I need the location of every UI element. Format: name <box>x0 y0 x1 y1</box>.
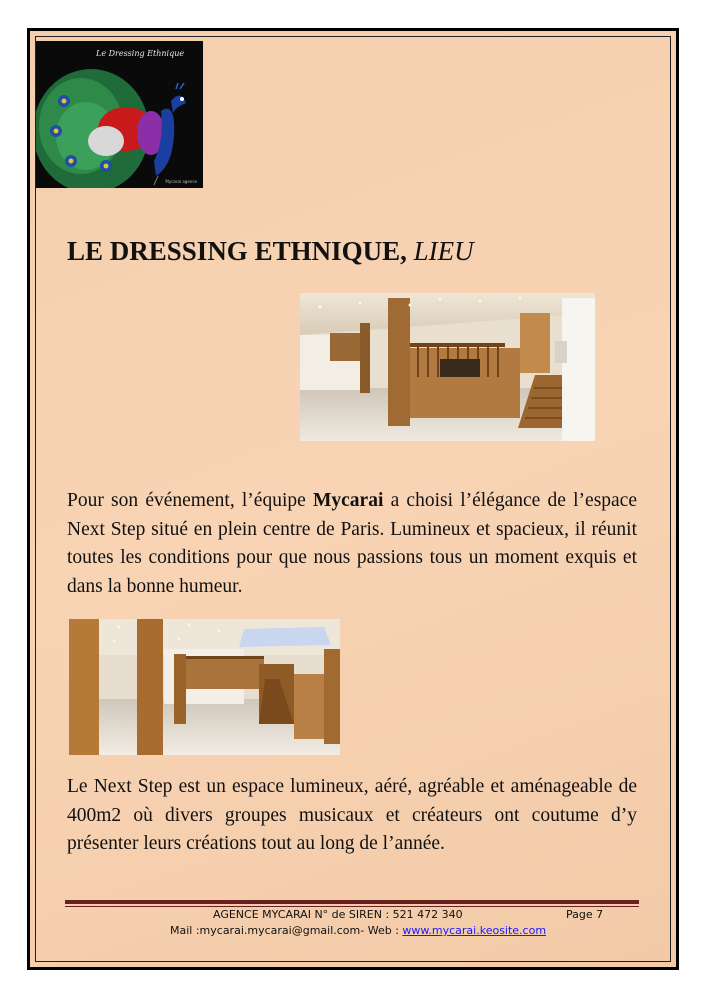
title-sub: LIEU <box>413 236 474 266</box>
paragraph-venue-description: Le Next Step est un espace lumineux, aéré, agréable et aménageable de 400m2 où divers groupes musicaux et créateurs ont coutume d’y présenter leurs créations tout au long de l’année. <box>67 776 637 854</box>
logo-subtitle: Mycarai agence <box>165 179 197 184</box>
venue-photo-hall <box>69 619 340 755</box>
venue-photo-mezzanine <box>300 293 595 441</box>
para1-text-c: a choisi l’élégance de l’espace Next Step situé en plein centre de Paris. Lumineux et spacieux, il réunit toutes les conditions pour que nous passions tous un moment exquis et dans la bonne humeur. <box>67 490 637 597</box>
website-link[interactable]: www.mycarai.keosite.com <box>402 924 547 937</box>
venue-interior-image <box>300 293 595 441</box>
paragraph-venue-choice <box>67 487 637 601</box>
para1-bold-event: événement <box>145 490 230 511</box>
title-main: LE DRESSING ETHNIQUE, <box>67 236 407 266</box>
para1-text-a: Pour son <box>67 490 146 511</box>
footer-agency-siren: AGENCE MYCARAI N° de SIREN : 521 472 340 <box>213 908 463 921</box>
logo-title: Le Dressing Ethnique <box>96 49 185 58</box>
venue-hall-image <box>69 619 340 755</box>
para1-bold-mycarai: Mycarai <box>312 490 384 511</box>
para1-text-b: , l’équipe <box>229 490 313 511</box>
footer-divider <box>65 900 639 904</box>
dressing-ethnique-logo <box>36 41 203 188</box>
page-number: Page 7 <box>566 908 604 921</box>
peacock-icon <box>36 41 203 188</box>
footer-divider-thin <box>65 906 639 907</box>
page-title <box>67 236 474 267</box>
footer-contact <box>170 924 546 937</box>
footer-mail: Mail :mycarai.mycarai@gmail.com- Web : <box>170 924 403 937</box>
